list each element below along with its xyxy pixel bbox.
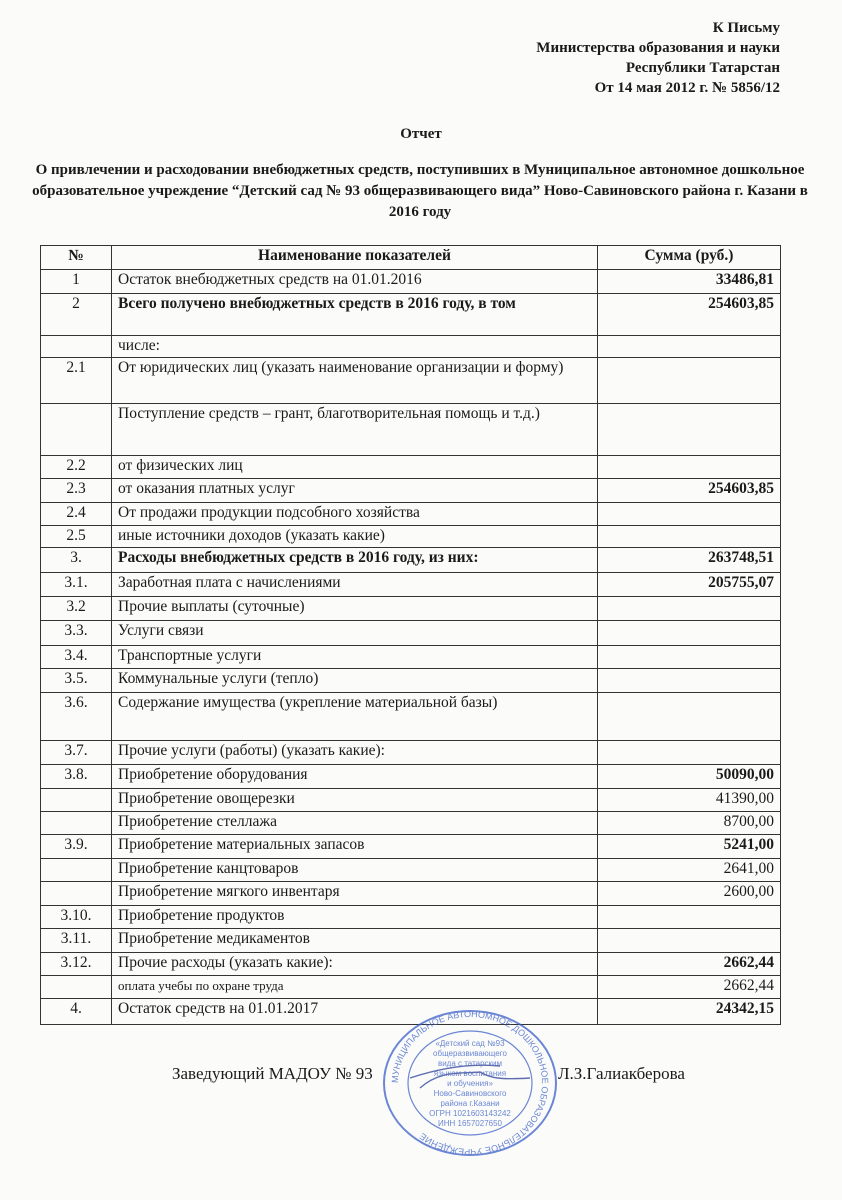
table-row (41, 573, 781, 597)
row-sum: 2662,44 (598, 953, 781, 976)
row-number: 3.5. (41, 669, 112, 693)
table-row (41, 358, 781, 404)
row-sum (598, 597, 781, 621)
stamp-line: и обучения» (447, 1079, 493, 1088)
row-name: Приобретение оборудования (112, 765, 598, 789)
row-sum (598, 906, 781, 929)
table-row (41, 953, 781, 976)
stamp-line: «Детский сад №93 (435, 1039, 505, 1048)
row-name: Поступление средств – грант, благотворительная помощь и т.д.) (112, 404, 598, 456)
table-row (41, 646, 781, 669)
table-row (41, 835, 781, 859)
table-row (41, 812, 781, 835)
row-name: Заработная плата с начислениями (112, 573, 598, 597)
row-sum: 2600,00 (598, 882, 781, 906)
table-header-row (41, 246, 781, 270)
table-row (41, 526, 781, 548)
row-name: Транспортные услуги (112, 646, 598, 669)
row-number: 2.1 (41, 358, 112, 404)
table-row (41, 479, 781, 503)
table-row (41, 669, 781, 693)
table-row (41, 765, 781, 789)
row-sum: 24342,15 (598, 999, 781, 1025)
row-number (41, 404, 112, 456)
stamp-line: ИНН 1657027650 (437, 1119, 503, 1128)
row-number (41, 812, 112, 835)
row-number: 4. (41, 999, 112, 1025)
row-name: числе: (112, 336, 598, 358)
row-name: Приобретение мягкого инвентаря (112, 882, 598, 906)
row-name: от физических лиц (112, 456, 598, 479)
row-number: 3.9. (41, 835, 112, 859)
row-name: Остаток внебюджетных средств на 01.01.2016 (112, 270, 598, 294)
row-number: 2 (41, 294, 112, 336)
row-number: 3.7. (41, 741, 112, 765)
row-name: Приобретение стеллажа (112, 812, 598, 835)
stamp-line: ОГРН 1021603143242 (429, 1109, 511, 1118)
row-name: оплата учебы по охране труда (112, 976, 598, 999)
table-row (41, 976, 781, 999)
row-number (41, 336, 112, 358)
signatory-name: Л.З.Галиакберова (558, 1064, 685, 1083)
row-number: 2.5 (41, 526, 112, 548)
row-number: 1 (41, 270, 112, 294)
stamp-line: района г.Казани (440, 1099, 500, 1108)
row-number: 3.3. (41, 621, 112, 646)
row-number: 3.6. (41, 693, 112, 741)
stamp-line: общеразвивающего (433, 1049, 507, 1058)
row-number (41, 882, 112, 906)
row-number: 2.2 (41, 456, 112, 479)
row-sum: 5241,00 (598, 835, 781, 859)
row-sum (598, 646, 781, 669)
table-row (41, 621, 781, 646)
row-sum: 254603,85 (598, 479, 781, 503)
table-row (41, 456, 781, 479)
official-stamp (380, 1008, 560, 1158)
row-sum: 41390,00 (598, 789, 781, 812)
document-title: Отчет (400, 126, 442, 142)
row-sum: 2641,00 (598, 859, 781, 882)
header-line: Республики Татарстан (625, 60, 780, 76)
row-number: 3. (41, 548, 112, 573)
stamp-outer-text: МУНИЦИПАЛЬНОЕ АВТОНОМНОЕ ДОШКОЛЬНОЕ ОБРАЗОВАТЕЛЬНОЕ УЧРЕЖДЕНИЕ (389, 1008, 551, 1158)
row-name: Приобретение овощерезки (112, 789, 598, 812)
row-sum: 33486,81 (598, 270, 781, 294)
row-name: Услуги связи (112, 621, 598, 646)
row-sum (598, 669, 781, 693)
header-line: Министерства образования и науки (536, 40, 780, 56)
row-number: 3.1. (41, 573, 112, 597)
row-name: Содержание имущества (укрепление материальной базы) (112, 693, 598, 741)
row-sum (598, 693, 781, 741)
row-number (41, 976, 112, 999)
row-name: Приобретение материальных запасов (112, 835, 598, 859)
table-row (41, 693, 781, 741)
row-sum (598, 336, 781, 358)
row-number: 3.8. (41, 765, 112, 789)
table-row (41, 548, 781, 573)
letter-reference (536, 18, 780, 98)
row-number: 3.2 (41, 597, 112, 621)
row-sum (598, 503, 781, 526)
col-header-number: № (41, 246, 112, 270)
table-row (41, 336, 781, 358)
row-sum: 8700,00 (598, 812, 781, 835)
row-number (41, 859, 112, 882)
row-sum: 263748,51 (598, 548, 781, 573)
table-row (41, 404, 781, 456)
table-row (41, 789, 781, 812)
row-number: 3.11. (41, 929, 112, 953)
table-row (41, 741, 781, 765)
row-name: иные источники доходов (указать какие) (112, 526, 598, 548)
row-name: Приобретение продуктов (112, 906, 598, 929)
row-sum (598, 456, 781, 479)
table-row (41, 503, 781, 526)
row-sum (598, 929, 781, 953)
row-name: Остаток средств на 01.01.2017 (112, 999, 598, 1025)
row-sum: 254603,85 (598, 294, 781, 336)
stamp-line: вида с татарским (437, 1059, 503, 1068)
row-name: от оказания платных услуг (112, 479, 598, 503)
row-sum: 205755,07 (598, 573, 781, 597)
row-number: 3.4. (41, 646, 112, 669)
row-name: Приобретение канцтоваров (112, 859, 598, 882)
table-row (41, 597, 781, 621)
col-header-sum: Сумма (руб.) (598, 246, 781, 270)
row-sum (598, 526, 781, 548)
header-line: К Письму (712, 20, 780, 36)
row-name: Прочие расходы (указать какие): (112, 953, 598, 976)
table-row (41, 882, 781, 906)
stamp-line: языком воспитания (433, 1069, 507, 1078)
table-row (41, 929, 781, 953)
row-number (41, 789, 112, 812)
row-number: 2.3 (41, 479, 112, 503)
col-header-name: Наименование показателей (112, 246, 598, 270)
row-sum (598, 621, 781, 646)
row-number: 3.10. (41, 906, 112, 929)
table-row (41, 859, 781, 882)
row-sum (598, 404, 781, 456)
row-sum: 2662,44 (598, 976, 781, 999)
row-name: Прочие услуги (работы) (указать какие): (112, 741, 598, 765)
row-sum: 50090,00 (598, 765, 781, 789)
table-row (41, 906, 781, 929)
header-line: От 14 мая 2012 г. № 5856/12 (594, 80, 780, 96)
table-row (41, 294, 781, 336)
row-name: От продажи продукции подсобного хозяйства (112, 503, 598, 526)
document-subtitle: О привлечении и расходовании внебюджетных средств, поступивших в Муниципальное автономное дошкольное образовательное учреждение “Детский сад № 93 общеразвивающего вида” Ново-Савиновского района г. Казани в 2016 году (32, 162, 808, 220)
signatory-position: Заведующий МАДОУ № 93 (172, 1064, 373, 1083)
report-table (40, 245, 781, 1025)
stamp-line: Ново-Савиновского (433, 1089, 507, 1098)
row-sum (598, 358, 781, 404)
row-name: Коммунальные услуги (тепло) (112, 669, 598, 693)
row-name: Расходы внебюджетных средств в 2016 году, из них: (112, 548, 598, 573)
row-number: 2.4 (41, 503, 112, 526)
row-name: Всего получено внебюджетных средств в 2016 году, в том (112, 294, 598, 336)
row-name: От юридических лиц (указать наименование организации и форму) (112, 358, 598, 404)
row-name: Прочие выплаты (суточные) (112, 597, 598, 621)
row-number: 3.12. (41, 953, 112, 976)
row-name: Приобретение медикаментов (112, 929, 598, 953)
table-row (41, 270, 781, 294)
row-sum (598, 741, 781, 765)
